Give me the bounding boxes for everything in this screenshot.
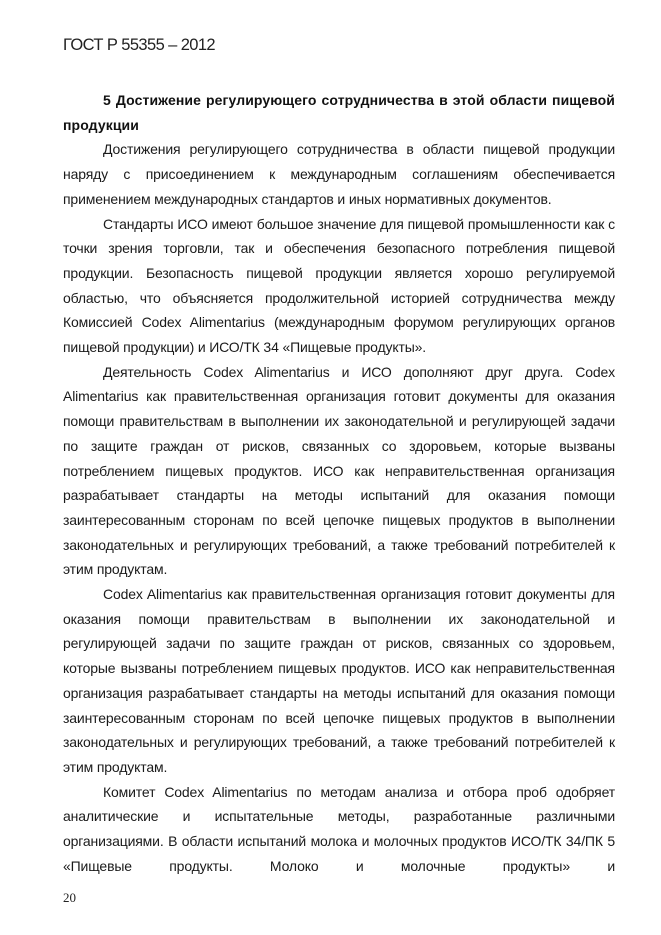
section-heading: 5 Достижение регулирующего сотрудничества в этой области пищевой продукции	[63, 92, 615, 133]
page-number: 20	[63, 890, 76, 905]
document-body	[63, 88, 615, 879]
paragraph: Деятельность Codex Alimentarius и ИСО дополняют друг друга. Codex Alimentarius как правительственная организация готовит документы для оказания помощи правительствам в выполнении их законодательной и регулирующей задачи по защите граждан от рисков, связанных со здоровьем, которые вызваны потреблением пищевых продуктов. ИСО как неправительственная организация разрабатывает стандарты на методы испытаний для оказания помощи заинтересованным сторонам по всей цепочке пищевых продуктов в выполнении законодательных и регулирующих требований, а также требований потребителей к этим продуктам.	[63, 363, 615, 578]
paragraph: Codex Alimentarius как правительственная организация готовит документы для оказания помощи правительствам в выполнении их законодательной и регулирующей задачи по защите граждан от рисков, связанных со здоровьем, которые вызваны потреблением пищевых продуктов. ИСО как неправительственная организация разрабатывает стандарты на методы испытаний для оказания помощи заинтересованным сторонам по всей цепочке пищевых продуктов в выполнении законодательных и регулирующих требований, а также требований потребителей к этим продуктам.	[63, 586, 615, 775]
paragraph: Комитет Codex Alimentarius по методам анализа и отбора проб одобряет аналитические и испытательные методы, разработанные различными организациями. В области испытаний молока и молочных продуктов ИСО/ТК 34/ПК 5 «Пищевые продукты. Молоко и молочные продукты» и	[63, 783, 615, 874]
document-header: ГОСТ Р 55355 – 2012	[63, 36, 215, 54]
paragraph: Стандарты ИСО имеют большое значение для пищевой промышленности как с точки зрения торговли, так и обеспечения безопасного потребления пищевой продукции. Безопасность пищевой продукции является хорошо регулируемой областью, что объясняется продолжительной историей сотрудничества между Комиссией Codex Alimentarius (международным форумом регулирующих органов пищевой продукции) и ИСО/ТК 34 «Пищевые продукты».	[63, 215, 615, 356]
paragraph: Достижения регулирующего сотрудничества в области пищевой продукции наряду с присоединением к международным соглашениям обеспечивается применением международных стандартов и иных нормативных документов.	[63, 141, 615, 207]
